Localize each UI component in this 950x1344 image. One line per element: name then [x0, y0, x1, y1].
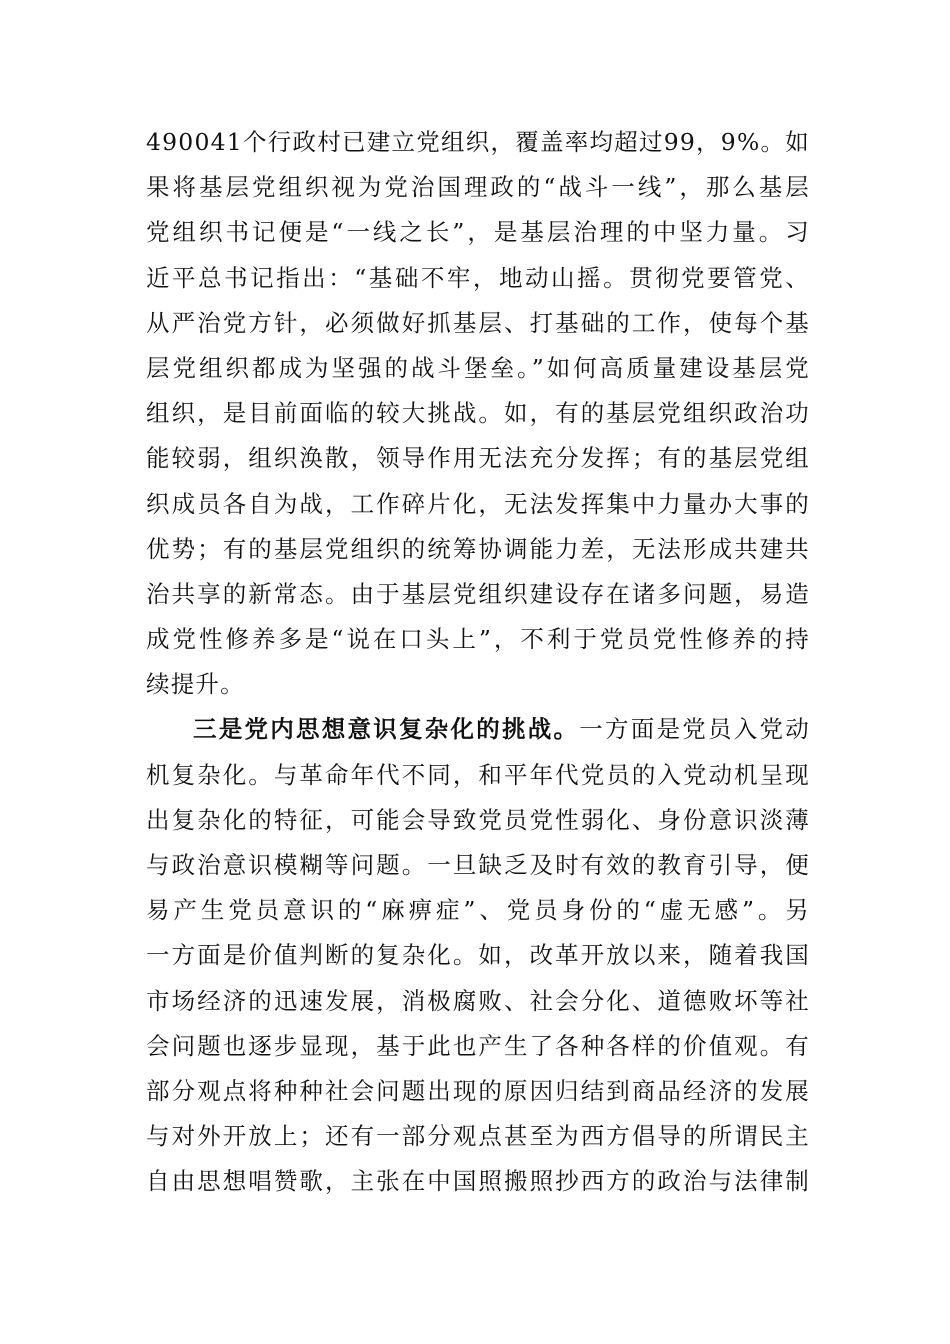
text-line: 续提升。 — [146, 670, 245, 699]
text-line: 成党性修养多是“说在口头上”，不利于党员党性修养的持 — [146, 625, 810, 654]
paragraph-2-first-line-text: 一方面是党员入党动 — [579, 715, 810, 744]
text-line: 490041个行政村已建立党组织，覆盖率均超过99，9%。如 — [146, 128, 810, 156]
text-line: 果将基层党组织视为党治国理政的“战斗一线”，那么基层 — [146, 173, 810, 202]
text-line: 组织，是目前面临的较大挑战。如，有的基层党组织政治功 — [146, 399, 810, 428]
text-line: 织成员各自为战，工作碎片化，无法发挥集中力量办大事的 — [146, 489, 810, 518]
body-text — [146, 120, 810, 1205]
paragraph-2 — [146, 707, 810, 1204]
text-line: 部分观点将种种社会问题出现的原因归结到商品经济的发展 — [146, 1076, 810, 1105]
text-line: 一方面是价值判断的复杂化。如，改革开放以来，随着我国 — [146, 941, 810, 970]
text-line: 能较弱，组织涣散，领导作用无法充分发挥；有的基层党组 — [146, 444, 810, 473]
text-line: 优势；有的基层党组织的统筹协调能力差，无法形成共建共 — [146, 534, 810, 563]
text-line: 机复杂化。与革命年代不同，和平年代党员的入党动机呈现 — [146, 760, 810, 789]
text-line: 与对外开放上；还有一部分观点甚至为西方倡导的所谓民主 — [146, 1122, 810, 1151]
text-line: 从严治党方针，必须做好抓基层、打基础的工作，使每个基 — [146, 308, 810, 337]
text-line: 会问题也逐步显现，基于此也产生了各种各样的价值观。有 — [146, 1031, 810, 1060]
text-line: 市场经济的迅速发展，消极腐败、社会分化、道德败坏等社 — [146, 986, 810, 1015]
paragraph-2-first-line — [146, 707, 810, 752]
text-line: 与政治意识模糊等问题。一旦缺乏及时有效的教育引导，便 — [146, 851, 810, 879]
text-line: 治共享的新常态。由于基层党组织建设存在诸多问题，易造 — [146, 579, 810, 608]
text-line: 自由思想唱赞歌，主张在中国照搬照抄西方的政治与法律制 — [146, 1167, 810, 1196]
text-line: 党组织书记便是“一线之长”，是基层治理的中坚力量。习 — [146, 218, 810, 247]
text-line: 层党组织都成为坚强的战斗堡垒。”如何高质量建设基层党 — [146, 353, 810, 382]
text-line: 近平总书记指出：“基础不牢，地动山摇。贯彻党要管党、 — [146, 263, 810, 292]
text-line: 易产生党员意识的“麻痹症”、党员身份的“虚无感”。另 — [146, 896, 810, 925]
paragraph-heading: 三是党内思想意识复杂化的挑战。 — [193, 715, 580, 744]
text-line: 出复杂化的特征，可能会导致党员党性弱化、身份意识淡薄 — [146, 805, 810, 834]
paragraph-1 — [146, 120, 810, 707]
